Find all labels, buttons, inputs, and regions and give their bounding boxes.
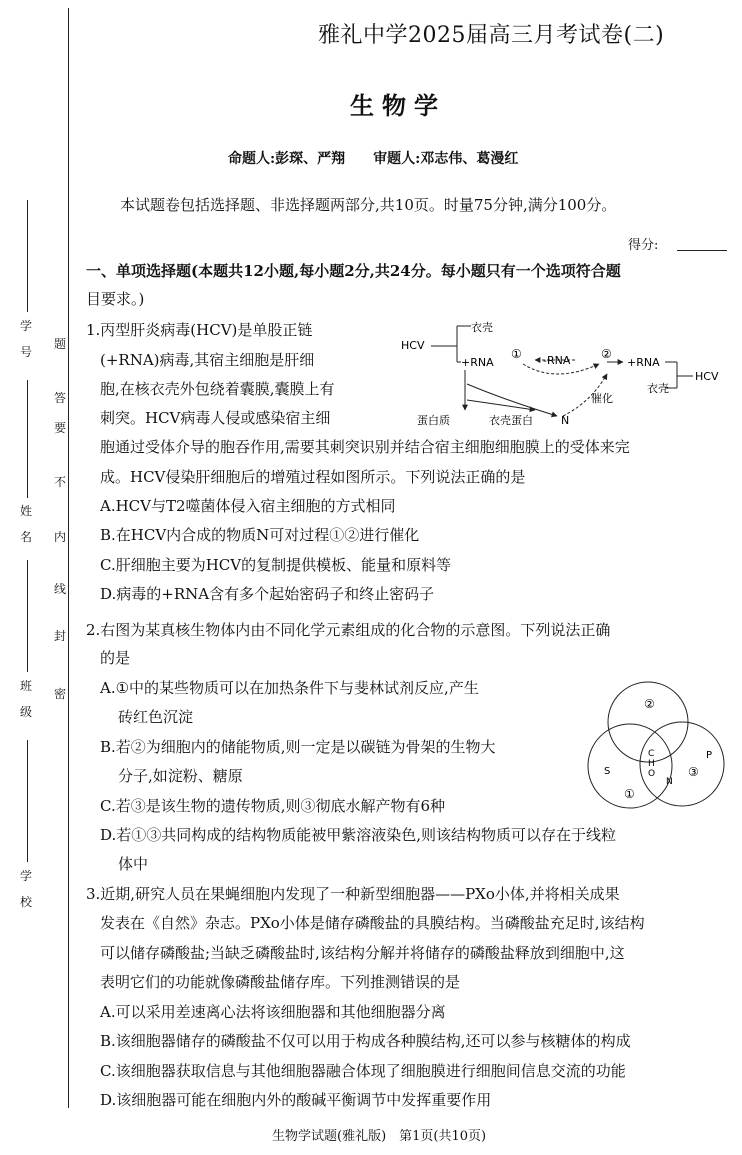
hcv-replication-diagram: [395, 318, 730, 438]
element-venn-diagram: [582, 678, 732, 818]
q2-text-line: 的是: [100, 649, 131, 667]
seal-char: 答: [54, 391, 67, 405]
q1-text-line: (+RNA)病毒,其宿主细胞是肝细: [100, 351, 315, 369]
score-field[interactable]: [677, 250, 727, 251]
section-heading-cont: 目要求。): [86, 290, 145, 308]
diagram-label-n: N: [561, 414, 570, 427]
diagram-label-minus-rna: -RNA: [543, 354, 571, 367]
q3-text-line: 3.近期,研究人员在果蝇细胞内发现了一种新型细胞器——PXo小体,并将相关成果: [86, 885, 620, 903]
diagram-label-coat-top: 衣壳: [471, 321, 493, 334]
binding-line: [68, 8, 69, 1108]
q3-option-c[interactable]: C.该细胞器获取信息与其他细胞器融合体现了细胞膜进行细胞间信息交流的功能: [100, 1062, 626, 1080]
venn-label-p: P: [706, 750, 713, 761]
class-label: 班: [20, 679, 33, 693]
venn-label-2: ②: [644, 697, 655, 711]
authors-line: 命题人:彭琛、严翔 审题人:邓志伟、葛漫红: [228, 151, 519, 167]
seal-char: 密: [54, 687, 67, 701]
q3-text-line: 发表在《自然》杂志。PXo小体是储存磷酸盐的具膜结构。当磷酸盐充足时,该结构: [100, 914, 645, 932]
diagram-label-hcv-left: HCV: [401, 339, 425, 352]
q1-option-d[interactable]: D.病毒的+RNA含有多个起始密码子和终止密码子: [100, 585, 435, 603]
seal-char: 内: [54, 530, 67, 544]
q1-text-line: 胞,在核衣壳外包绕着囊膜,囊膜上有: [100, 380, 335, 398]
q2-option-d-cont: 体中: [118, 855, 149, 873]
q2-option-a-cont: 砖红色沉淀: [118, 708, 194, 726]
q3-option-a[interactable]: A.可以采用差速离心法将该细胞器和其他细胞器分离: [100, 1003, 446, 1021]
student-id-write-line[interactable]: [27, 200, 28, 312]
q2-text-line: 2.右图为某真核生物体内由不同化学元素组成的化合物的示意图。下列说法正确: [86, 621, 611, 639]
school-label: 学: [20, 869, 33, 883]
q1-text-line: 刺突。HCV病毒人侵或感染宿主细: [100, 409, 331, 427]
seal-char: 不: [54, 475, 67, 489]
venn-label-h: H: [648, 759, 655, 769]
q2-option-a[interactable]: A.①中的某些物质可以在加热条件下与斐林试剂反应,产生: [100, 679, 479, 697]
exam-intro: 本试题卷包括选择题、非选择题两部分,共10页。时量75分钟,满分100分。: [120, 196, 617, 214]
seal-char: 封: [54, 629, 67, 643]
q2-option-c[interactable]: C.若③是该生物的遗传物质,则③彻底水解产物有6种: [100, 797, 446, 815]
student-name-write-line[interactable]: [27, 380, 28, 498]
section-heading: 一、单项选择题(本题共12小题,每小题2分,共24分。每小题只有一个选项符合题: [86, 262, 621, 280]
q2-option-b[interactable]: B.若②为细胞内的储能物质,则一定是以碳链为骨架的生物大: [100, 738, 496, 756]
diagram-label-hcv-right: HCV: [695, 370, 719, 383]
score-label: 得分:: [628, 238, 659, 253]
page-footer: 生物学试题(雅礼版) 第1页(共10页): [272, 1129, 487, 1144]
diagram-label-protein: 蛋白质: [417, 414, 450, 427]
seal-char: 线: [54, 582, 67, 596]
q3-text-line: 表明它们的功能就像磷酸盐储存库。下列推测错误的是: [100, 973, 461, 991]
q1-text-line: 胞通过受体介导的胞吞作用,需要其刺突识别并结合宿主细胞细胞膜上的受体来完: [100, 438, 630, 456]
class-label: 级: [20, 705, 33, 719]
diagram-label-coat-right: 衣壳: [647, 382, 669, 395]
class-write-line[interactable]: [27, 560, 28, 672]
q1-text-line: 1.丙型肝炎病毒(HCV)是单股正链: [86, 321, 313, 339]
student-id-label: 学: [20, 319, 33, 333]
diagram-step-2: ②: [601, 347, 612, 361]
diagram-label-plus-rna-left: +RNA: [461, 356, 494, 369]
diagram-step-1: ①: [511, 347, 522, 361]
q3-text-line: 可以储存磷酸盐;当缺乏磷酸盐时,该结构分解并将储存的磷酸盐释放到细胞中,这: [100, 944, 625, 962]
q3-option-d[interactable]: D.该细胞器可能在细胞内外的酸碱平衡调节中发挥重要作用: [100, 1091, 492, 1109]
q1-option-a[interactable]: A.HCV与T2噬菌体侵入宿主细胞的方式相同: [100, 497, 396, 515]
exam-title: 雅礼中学2025届高三月考试卷(二): [318, 23, 665, 48]
q3-option-b[interactable]: B.该细胞器储存的磷酸盐不仅可以用于构成各种膜结构,还可以参与核糖体的构成: [100, 1032, 631, 1050]
diagram-label-plus-rna-right: +RNA: [627, 356, 660, 369]
seal-char: 要: [54, 421, 67, 435]
school-label: 校: [20, 895, 33, 909]
q1-text-line: 成。HCV侵染肝细胞后的增殖过程如图所示。下列说法正确的是: [100, 468, 526, 486]
diagram-label-coat-protein: 衣壳蛋白: [489, 414, 533, 427]
venn-label-o: O: [648, 769, 656, 779]
venn-label-1: ①: [624, 787, 635, 801]
venn-label-c: C: [648, 749, 655, 759]
venn-label-n: N: [666, 777, 673, 787]
seal-char: 题: [54, 337, 67, 351]
student-name-label: 姓: [20, 504, 33, 518]
school-write-line[interactable]: [27, 740, 28, 862]
venn-label-s: S: [604, 766, 611, 777]
q2-option-b-cont: 分子,如淀粉、糖原: [118, 767, 243, 785]
q1-option-c[interactable]: C.肝细胞主要为HCV的复制提供模板、能量和原料等: [100, 556, 452, 574]
q2-option-d[interactable]: D.若①③共同构成的结构物质能被甲紫溶液染色,则该结构物质可以存在于线粒: [100, 826, 617, 844]
venn-label-3: ③: [688, 765, 699, 779]
student-id-label: 号: [20, 345, 33, 359]
student-name-label: 名: [20, 530, 33, 544]
q1-option-b[interactable]: B.在HCV内合成的物质N可对过程①②进行催化: [100, 526, 420, 544]
subject-title: 生物学: [350, 91, 446, 120]
diagram-label-catalysis: 催化: [591, 392, 613, 405]
